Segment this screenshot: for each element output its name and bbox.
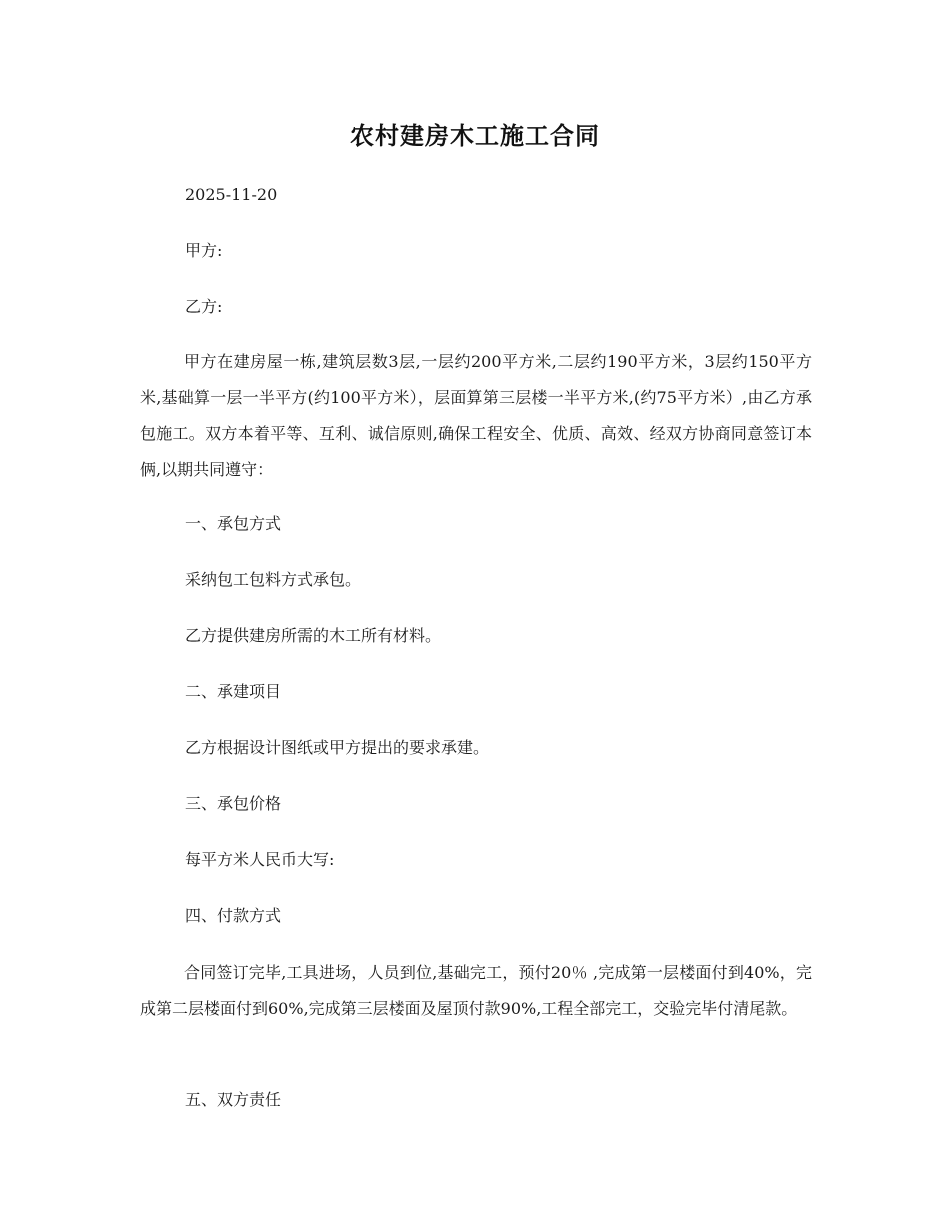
party-b-label: 乙方: [185,297,223,316]
section-3-line-1: 每平方米人民币大写: [185,850,335,869]
party-a-label: 甲方: [185,241,223,260]
section-1-line-1: 采纳包工包料方式承包。 [185,570,362,589]
document-date: 2025-11-20 [185,185,278,204]
section-1-line-2: 乙方提供建房所需的木工所有材料。 [185,626,442,645]
section-2-heading: 二、承建项目 [185,682,282,701]
section-4-paragraph: 合同签订完毕,工具进场，人员到位,基础完工，预付20％ ,完成第一层楼面付到40%，完成第二层楼面付到60%,完成第三层楼面及屋顶付款90%,工程全部完工，交验完毕付清尾款。 [140,963,812,1018]
section-1-heading: 一、承包方式 [185,514,282,533]
section-5-heading: 五、双方责任 [185,1090,282,1109]
section-2-line-1: 乙方根据设计图纸或甲方提出的要求承建。 [185,738,490,757]
intro-paragraph: 甲方在建房屋一栋,建筑层数3层,一层约200平方米,二层约190平方米，3层约150平方米,基础算一层一半平方(约100平方米），层面算第三层楼一半平方米,(约75平方米）,由乙方承包施工。双方本着平等、互利、诚信原则,确保工程安全、优质、高效、经双方协商同意签订本俩,以期共同遵守： [140,352,812,479]
section-4-heading: 四、付款方式 [185,906,282,925]
document-title: 农村建房木工施工合同 [350,121,600,150]
section-3-heading: 三、承包价格 [185,794,282,813]
